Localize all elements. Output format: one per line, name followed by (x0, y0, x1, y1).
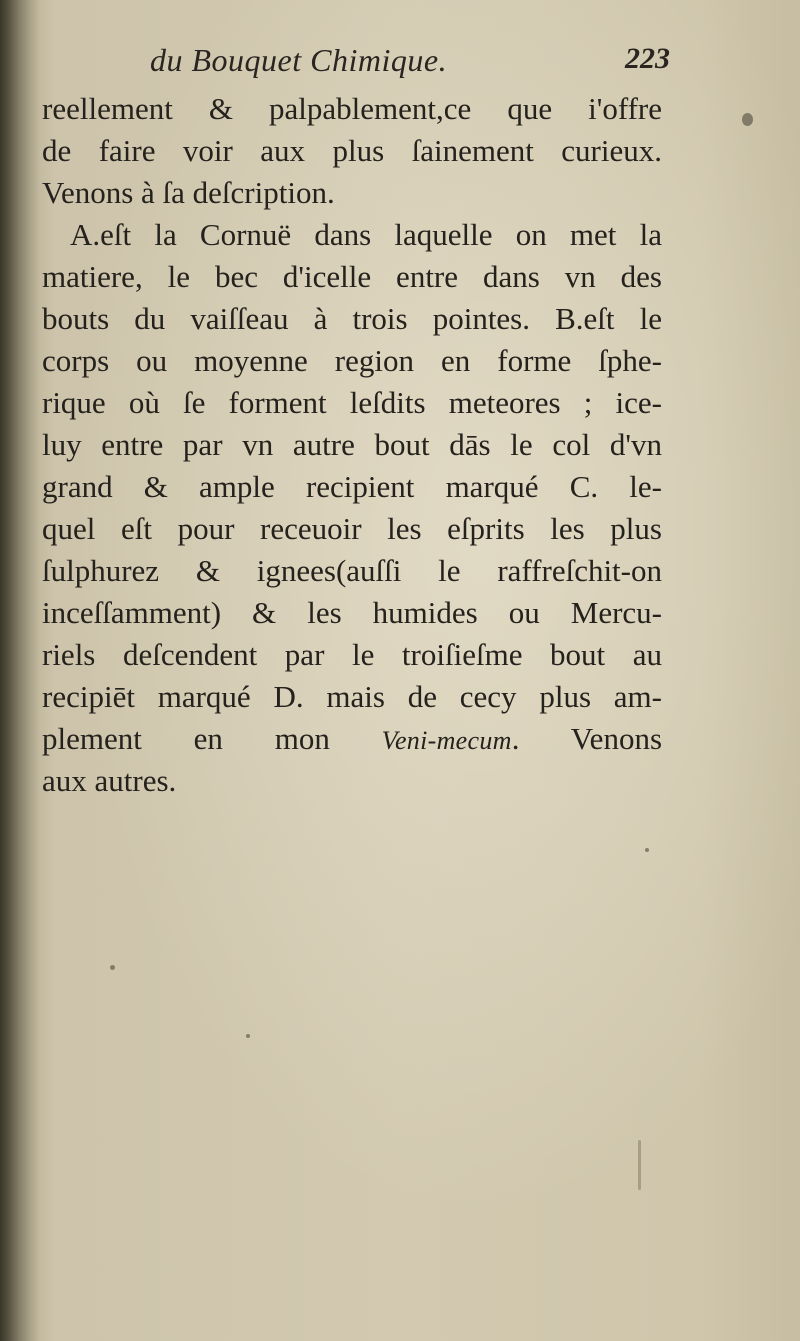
text-segment: plement en mon (42, 721, 330, 756)
text-line: A.eſt la Cornuë dans laquelle on met la (70, 217, 662, 252)
text-segment: . Venons (511, 721, 663, 756)
text-line: bouts du vaiſſeau à trois pointes. B.eſt le (42, 301, 662, 336)
page-header (150, 42, 670, 82)
text-line-with-italic (42, 718, 662, 760)
paper-speck (742, 113, 753, 126)
running-title: du Bouquet Chimique. (150, 42, 448, 78)
paper-speck (246, 1034, 250, 1038)
text-line: riels deſcendent par le troiſieſme bout au (42, 637, 662, 672)
text-line: ſulphurez & ignees(auſſi le raffreſchit-on (42, 553, 662, 588)
text-line: reellement & palpablement,ce que i'offre (42, 91, 662, 126)
paper-speck (638, 1140, 641, 1190)
body-text (42, 88, 662, 802)
text-line: matiere, le bec d'icelle entre dans vn des (42, 259, 662, 294)
binding-shadow (0, 0, 40, 1341)
page-number: 223 (625, 42, 670, 75)
text-line: aux autres. (42, 763, 177, 798)
text-line: quel eſt pour receuoir les eſprits les plus (42, 511, 662, 546)
text-line: recipiēt marqué D. mais de cecy plus am- (42, 679, 662, 714)
text-line: de faire voir aux plus ſainement curieux. (42, 133, 662, 168)
text-line: luy entre par vn autre bout dās le col d'vn (42, 427, 662, 462)
paper-speck (645, 848, 649, 852)
italic-title: Veni-mecum (381, 726, 512, 755)
text-line: Venons à ſa deſcription. (42, 175, 335, 210)
text-line: rique où ſe forment leſdits meteores ; ice- (42, 385, 662, 420)
text-line: inceſſamment) & les humides ou Mercu- (42, 595, 662, 630)
text-line: grand & ample recipient marqué C. le- (42, 469, 662, 504)
paper-speck (110, 965, 115, 970)
text-line: corps ou moyenne region en forme ſphe- (42, 343, 662, 378)
